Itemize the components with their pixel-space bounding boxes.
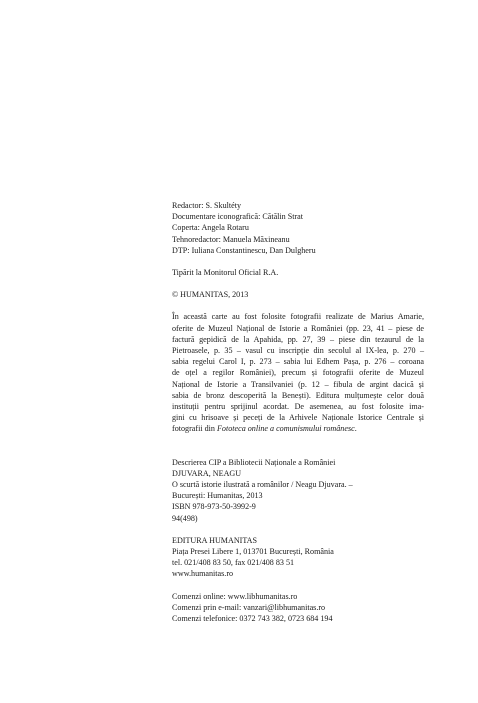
cip-isbn: ISBN 978-973-50-3992-9 [172,502,256,512]
publisher-name: EDITURA HUMANITAS [172,535,258,545]
orders-block [172,591,424,625]
cip-block [172,457,424,524]
cip-heading: Descrierea CIP a Bibliotecii Naționale a României [172,457,336,467]
credits-block [172,200,424,256]
copyright-notice: © HUMANITAS, 2013 [172,290,249,300]
photo-credits-last-line [172,423,424,434]
orders-phone: Comenzi telefonice: 0372 743 382, 0723 684 194 [172,614,333,624]
publisher-website: www.humanitas.ro [172,569,234,579]
photo-credits-line: instituții pentru sprijinul acordat. De asemenea, au fost folosite ima- [172,402,424,412]
photo-credits-line: În această carte au fost folosite fotografii realizate de Marius Amarie, [172,312,424,322]
cip-author: DJUVARA, NEAGU [172,468,242,478]
publisher-block [172,535,424,580]
photo-credits-line: sabia regelui Carol I, p. 273 – sabia lui Edhem Pașa, p. 276 – coroana [172,357,424,367]
cip-classification: 94(498) [172,513,198,523]
credit-line-cover: Coperta: Angela Rotaru [172,223,249,233]
photo-credits-paragraph [172,311,424,434]
photo-credits-line: de oțel a regilor României), precum și fotografii oferite de Muzeul [172,368,424,378]
photo-credits-line: oferite de Muzeul Național de Istorie a României (pp. 23, 41 – piese de [172,323,424,333]
colophon-text [172,200,424,624]
publisher-address: Piața Presei Libere 1, 013701 București, România [172,547,334,557]
photo-credits-last-suffix: . [354,424,357,434]
credit-line-iconography: Documentare iconografică: Cătălin Strat [172,212,304,222]
publisher-phone: tel. 021/408 83 50, fax 021/408 83 51 [172,558,295,568]
credit-line-dtp: DTP: Iuliana Constantinescu, Dan Dulgheru [172,245,316,255]
credit-line-typesetter: Tehnoredactor: Manuela Măxineanu [172,234,290,244]
photo-credits-line: Pietroasele, p. 35 – vasul cu inscripție din secolul al IX-lea, p. 270 – [172,346,424,356]
orders-email: Comenzi prin e-mail: vanzari@libhumanitas.ro [172,602,326,612]
cip-imprint: București: Humanitas, 2013 [172,491,263,501]
printing-note: Tipărit la Monitorul Oficial R.A. [172,268,279,278]
photo-credits-line: gini cu hrisoave și peceți de la Arhivele Naționale Istorice Centrale și [172,413,424,423]
credit-line-editor: Redactor: S. Skultéty [172,201,242,210]
photo-credits-line: factură gepidică de la Apahida, pp. 27, 39 – piese din tezaurul de la [172,334,424,344]
fototeca-title: Fototeca online a comunismului românesc [216,424,355,434]
photo-credits-line: Național de Istorie a Transilvaniei (p. 12 – fibula de argint dacică și [172,379,424,389]
cip-title: O scurtă istorie ilustrată a românilor / Neagu Djuvara. – [172,480,353,490]
orders-online: Comenzi online: www.libhumanitas.ro [172,591,298,601]
photo-credits-last-prefix: fotografii din [172,424,217,434]
photo-credits-line: sabia de bronz descoperită la Benești). Editura mulțumește celor două [172,390,424,400]
